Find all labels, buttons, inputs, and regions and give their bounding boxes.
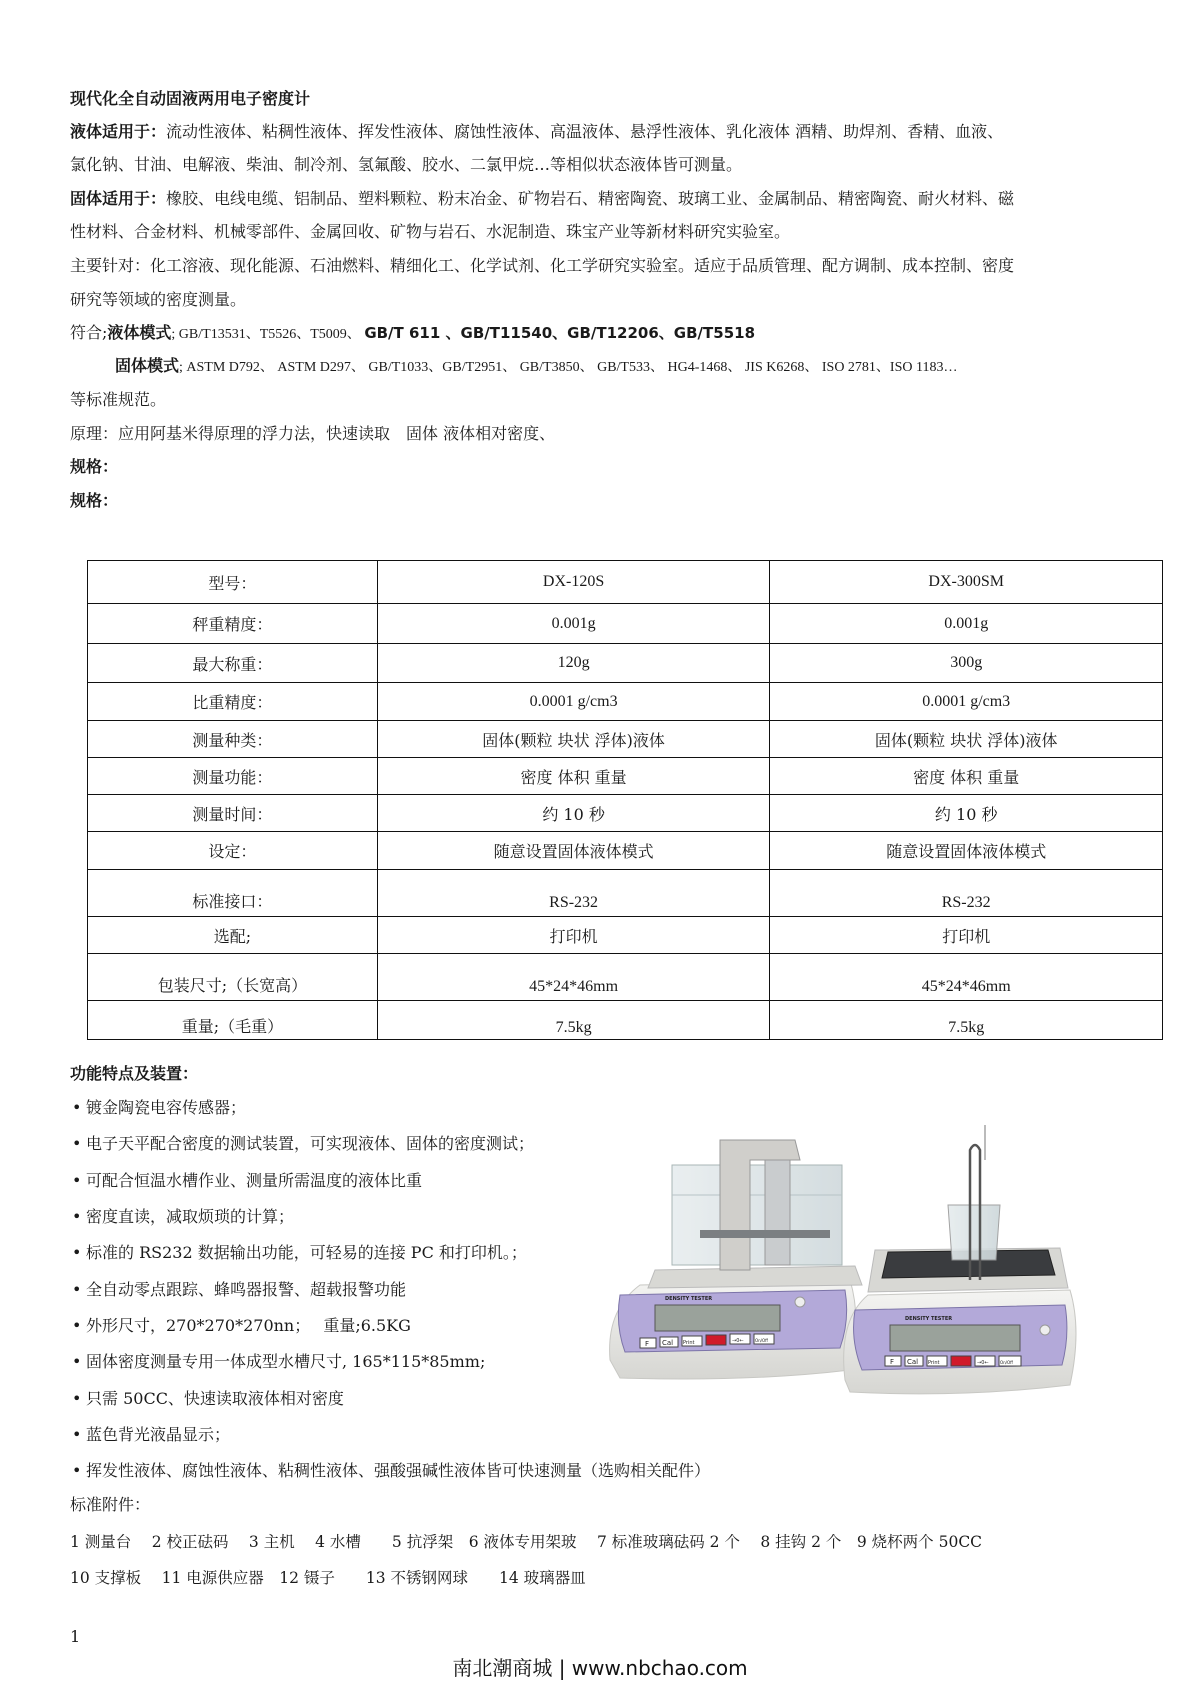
principle-text: 原理：应用阿基米得原理的浮力法，快速读取 固体 液体相对密度、: [70, 424, 556, 443]
bullet-icon: •: [72, 1171, 82, 1190]
spec-value-dx300sm: 45*24*46mm: [770, 954, 1163, 1001]
liquid-applicable-line-1: [70, 121, 1150, 143]
liquid-standards-bold: GB/T 611 、GB/T11540、GB/T12206、GB/T5518: [364, 324, 756, 342]
feature-text: 镀金陶瓷电容传感器；: [86, 1098, 247, 1117]
feature-text: 全自动零点跟踪、蜂鸣器报警、超载报警功能: [86, 1280, 407, 1299]
spec-label: 选配;: [88, 917, 378, 954]
spec-value-dx120s: DX-120S: [377, 561, 770, 604]
feature-text: 密度直读，减取烦琐的计算；: [86, 1207, 295, 1226]
spec-value-dx120s: 7.5kg: [377, 1001, 770, 1040]
svg-text:DENSITY TESTER: DENSITY TESTER: [905, 1316, 953, 1322]
spec-value-dx300sm: 密度 体积 重量: [770, 758, 1163, 795]
feature-item: [72, 1133, 534, 1155]
solid-applicable-line-2: 性材料、合金材料、机械零部件、金属回收、矿物与岩石、水泥制造、珠宝产业等新材料研究实验室。: [70, 222, 791, 241]
right-density-tester: [844, 1125, 1076, 1394]
standards-liquid-line: [70, 322, 1150, 346]
spec-label: 标准接口：: [88, 870, 378, 917]
spec-value-dx300sm: 打印机: [770, 917, 1163, 954]
feature-item: [72, 1315, 411, 1337]
footer-watermark: 南北潮商城 | www.nbchao.com: [452, 1656, 748, 1680]
liquid-applicable-label: 液体适用于：: [70, 122, 167, 141]
svg-text:Print: Print: [683, 1340, 695, 1346]
spec-label: 重量;（毛重）: [88, 1001, 378, 1040]
liquid-standards-plain: ; GB/T13531、T5526、T5009、: [171, 327, 365, 342]
spec-value-dx300sm: 7.5kg: [770, 1001, 1163, 1040]
svg-text:Cal: Cal: [907, 1358, 919, 1366]
feature-text: 挥发性液体、腐蚀性液体、粘稠性液体、强酸强碱性液体皆可快速测量（选购相关配件）: [86, 1461, 711, 1480]
spec-heading: 规格：: [70, 457, 119, 476]
svg-text:→0←: →0←: [732, 1338, 744, 1344]
spec-value-dx120s: RS-232: [377, 870, 770, 917]
bullet-icon: •: [72, 1352, 82, 1371]
liquid-applicable-line-2: 氯化钠、甘油、电解液、柴油、制冷剂、氢氟酸、胶水、二氯甲烷…等相似状态液体皆可测量。: [70, 155, 743, 174]
liquid-mode-label: 液体模式: [107, 323, 172, 342]
feature-item: [72, 1460, 710, 1482]
spec-label: 型号：: [88, 561, 378, 604]
spec-table: [87, 560, 1163, 1040]
spec-value-dx300sm: RS-232: [770, 870, 1163, 917]
spec-label: 测量种类：: [88, 721, 378, 758]
product-photo: [600, 1120, 1090, 1410]
solid-mode-label: 固体模式: [115, 356, 180, 375]
spec-value-dx120s: 打印机: [377, 917, 770, 954]
spec-value-dx300sm: 随意设置固体液体模式: [770, 832, 1163, 870]
table-row: [88, 644, 1163, 683]
spec-value-dx120s: 密度 体积 重量: [377, 758, 770, 795]
svg-text:→0←: →0←: [977, 1360, 989, 1366]
spec-label: 比重精度：: [88, 683, 378, 721]
bullet-icon: •: [72, 1207, 82, 1226]
table-row: [88, 954, 1163, 1001]
spec-label: 测量时间：: [88, 795, 378, 832]
density-tester-illustration: [600, 1120, 1090, 1410]
spec-value-dx120s: 120g: [377, 644, 770, 683]
feature-item: [72, 1351, 485, 1373]
feature-text: 可配合恒温水槽作业、测量所需温度的液体比重: [86, 1171, 423, 1190]
spec-value-dx120s: 0.0001 g/cm3: [377, 683, 770, 721]
feature-text: 蓝色背光液晶显示；: [86, 1425, 231, 1444]
spec-value-dx120s: 随意设置固体液体模式: [377, 832, 770, 870]
feature-item: [72, 1424, 230, 1446]
bullet-icon: •: [72, 1425, 82, 1444]
standards-suffix: 等标准规范。: [70, 390, 167, 409]
features-heading: 功能特点及装置：: [70, 1064, 199, 1083]
standards-prefix: 符合;: [70, 323, 108, 342]
svg-text:F: F: [645, 1340, 650, 1348]
accessories-heading: 标准附件：: [70, 1495, 151, 1514]
feature-item: [72, 1170, 422, 1192]
solid-standards-list: ; ASTM D792、 ASTM D297、 GB/T1033、GB/T2951、 GB/T3850、 GB/T533、 HG4-1468、 JIS K6268、 ISO 2781、ISO 1183…: [179, 360, 958, 375]
feature-text: 电子天平配合密度的测试装置，可实现液体、固体的密度测试；: [86, 1134, 535, 1153]
table-row: [88, 870, 1163, 917]
spec-value-dx120s: 固体(颗粒 块状 浮体)液体: [377, 721, 770, 758]
bullet-icon: •: [72, 1389, 82, 1408]
spec-value-dx300sm: DX-300SM: [770, 561, 1163, 604]
bullet-icon: •: [72, 1134, 82, 1153]
spec-value-dx120s: 45*24*46mm: [377, 954, 770, 1001]
table-row: [88, 604, 1163, 644]
table-row: [88, 561, 1163, 604]
table-row: [88, 832, 1163, 870]
accessories-line-1: 1 测量台 2 校正砝码 3 主机 4 水槽 5 抗浮架 6 液体专用架玻 7 标准玻璃砝码 2 个 8 挂钩 2 个 9 烧杯两个 50CC: [70, 1533, 983, 1551]
target-line-1: 主要针对：化工溶液、现化能源、石油燃料、精细化工、化学试剂、化工学研究实验室。适应于品质管理、配方调制、成本控制、密度: [70, 256, 1015, 275]
liquid-applicable-text: 流动性液体、粘稠性液体、挥发性液体、腐蚀性液体、高温液体、悬浮性液体、乳化液体 酒精、助焊剂、香精、血液、: [166, 122, 1004, 141]
spec-heading-repeat: 规格：: [70, 491, 119, 510]
solid-applicable-line-1: [70, 188, 1150, 210]
bullet-icon: •: [72, 1280, 82, 1299]
left-density-tester: [610, 1140, 862, 1379]
table-row: [88, 1001, 1163, 1040]
spec-value-dx300sm: 300g: [770, 644, 1163, 683]
feature-item: [72, 1279, 406, 1301]
bullet-icon: •: [72, 1316, 82, 1335]
spec-value-dx300sm: 0.0001 g/cm3: [770, 683, 1163, 721]
feature-text: 外形尺寸，270*270*270nn； 重量;6.5KG: [86, 1316, 411, 1335]
solid-applicable-text: 橡胶、电线电缆、铝制品、塑料颗粒、粉末冶金、矿物岩石、精密陶瓷、玻璃工业、金属制品、精密陶瓷、耐火材料、磁: [166, 189, 1015, 208]
accessories-line-2: 10 支撑板 11 电源供应器 12 镊子 13 不锈钢网球 14 玻璃器皿: [70, 1569, 586, 1587]
solid-applicable-label: 固体适用于：: [70, 189, 167, 208]
page-number: 1: [70, 1627, 81, 1646]
feature-item: [72, 1097, 246, 1119]
svg-text:F: F: [890, 1358, 895, 1366]
spec-label: 测量功能：: [88, 758, 378, 795]
bullet-icon: •: [72, 1098, 82, 1117]
svg-text:Print: Print: [928, 1360, 940, 1366]
document-title: 现代化全自动固液两用电子密度计: [70, 89, 311, 108]
bullet-icon: •: [72, 1243, 82, 1262]
svg-text:Cal: Cal: [662, 1339, 674, 1347]
svg-text:On/Off: On/Off: [1000, 1360, 1013, 1365]
spec-label: 设定：: [88, 832, 378, 870]
spec-value-dx120s: 约 10 秒: [377, 795, 770, 832]
standards-solid-line: [115, 355, 1195, 379]
table-row: [88, 917, 1163, 954]
table-row: [88, 721, 1163, 758]
table-row: [88, 683, 1163, 721]
spec-value-dx120s: 0.001g: [377, 604, 770, 644]
spec-label: 包装尺寸;（长宽高）: [88, 954, 378, 1001]
feature-text: 只需 50CC、快速读取液体相对密度: [86, 1389, 344, 1408]
spec-value-dx300sm: 固体(颗粒 块状 浮体)液体: [770, 721, 1163, 758]
target-line-2: 研究等领域的密度测量。: [70, 290, 247, 309]
table-row: [88, 758, 1163, 795]
feature-text: 标准的 RS232 数据输出功能，可轻易的连接 PC 和打印机。；: [86, 1243, 527, 1262]
svg-text:On/Off: On/Off: [755, 1338, 768, 1343]
feature-item: [72, 1388, 344, 1410]
svg-text:DENSITY TESTER: DENSITY TESTER: [665, 1296, 713, 1302]
spec-value-dx300sm: 0.001g: [770, 604, 1163, 644]
table-row: [88, 795, 1163, 832]
feature-text: 固体密度测量专用一体成型水槽尺寸, 165*115*85mm;: [86, 1352, 486, 1371]
feature-item: [72, 1242, 527, 1264]
bullet-icon: •: [72, 1461, 82, 1480]
spec-value-dx300sm: 约 10 秒: [770, 795, 1163, 832]
spec-label: 最大称重：: [88, 644, 378, 683]
spec-label: 秤重精度：: [88, 604, 378, 644]
feature-item: [72, 1206, 294, 1228]
